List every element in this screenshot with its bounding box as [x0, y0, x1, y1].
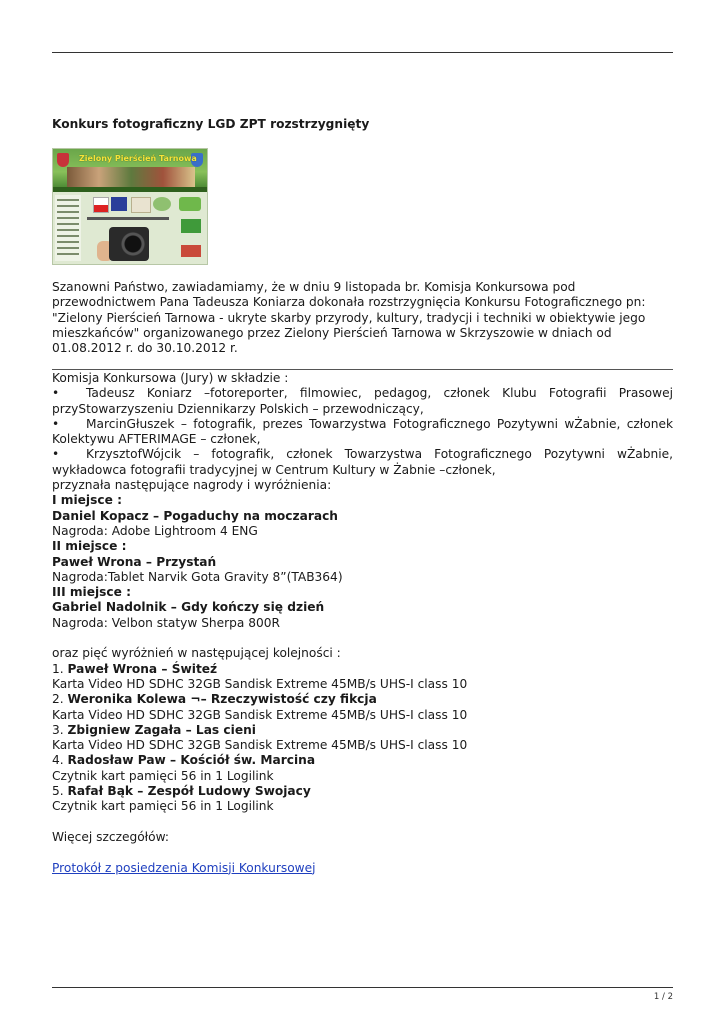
bullet-icon: •	[52, 447, 60, 462]
honorable-entry	[52, 753, 673, 768]
logo-icon	[131, 197, 151, 213]
honorable-prize: Karta Video HD SDHC 32GB Sandisk Extreme 45MB/s UHS-I class 10	[52, 707, 468, 722]
thumbnail-banner-photos	[67, 167, 195, 187]
prize-reward: Nagroda: Velbon statyw Sherpa 800R	[52, 615, 280, 630]
section-rule	[52, 369, 673, 370]
thumbnail-banner-text: Zielony Pierścień Tarnowa	[79, 154, 197, 163]
logo-icon	[153, 197, 171, 211]
honorable-number: 2.	[52, 692, 68, 707]
jury-member-text: KrzysztofWójcik – fotografik, członek Towarzystwa Fotograficznego Pozytywni wŻabnie, wykładowca fotografii tradycyjnej w Centrum Kultury w Żabnie –członek,	[52, 447, 673, 477]
honorable-number: 5.	[52, 784, 68, 799]
eu-flag-icon	[111, 197, 127, 211]
bullet-icon: •	[52, 416, 60, 431]
bullet-icon: •	[52, 386, 60, 401]
page-number: 1 / 2	[653, 992, 673, 1002]
honorable-prize: Czytnik kart pamięci 56 in 1 Logilink	[52, 768, 274, 783]
jury-member	[52, 417, 673, 448]
honorable-number: 3.	[52, 722, 68, 737]
thumbnail-headline	[87, 217, 169, 220]
results-section	[52, 371, 673, 876]
honorable-title: Rafał Bąk – Zespół Ludowy Swojacy	[67, 784, 311, 799]
prize-winner: Gabriel Nadolnik – Gdy kończy się dzień	[52, 600, 325, 615]
spacer	[52, 815, 673, 830]
honorable-entry	[52, 662, 673, 677]
honorable-title: Zbigniew Zagała – Las cieni	[67, 722, 256, 737]
intro-paragraph: Szanowni Państwo, zawiadamiamy, że w dniu 9 listopada br. Komisja Konkursowa pod przewodnictwem Pana Tadeusza Koniarza dokonała rozstrzygnięcia Konkursu Fotograficznego pn: "Zielony Pierścień Tarnowa - ukryte skarby przyrody, kultury, tradycji i techniki w obiektywie jego mieszkańców" organizowanego przez Zielony Pierścień Tarnowa w Skrzyszowie w dniach od 01.08.2012 r. do 30.10.2012 r.	[52, 280, 646, 356]
jury-member-text: MarcinGłuszek – fotografik, prezes Towarzystwa Fotograficznego Pozytywni wŻabnie, członek Kolektywu AFTERIMAGE – członek,	[52, 416, 673, 447]
awarded-text: przyznała następujące nagrody i wyróżnienia:	[52, 478, 332, 493]
spacer	[52, 631, 673, 646]
article-thumbnail	[52, 148, 208, 265]
prize-reward: Nagroda:Tablet Narvik Gota Gravity 8”(TAB364)	[52, 569, 343, 584]
page-title: Konkurs fotograficzny LGD ZPT rozstrzygnięty	[52, 117, 370, 131]
jury-heading: Komisja Konkursowa (Jury) w składzie :	[52, 371, 289, 385]
logo-icon	[181, 219, 201, 233]
honorable-title: Radosław Paw – Kościół św. Marcina	[67, 753, 316, 768]
prize-reward: Nagroda: Adobe Lightroom 4 ENG	[52, 523, 258, 538]
honorable-heading: oraz pięć wyróżnień w następującej kolejności :	[52, 646, 341, 661]
honorable-prize: Czytnik kart pamięci 56 in 1 Logilink	[52, 799, 274, 814]
logo-icon	[181, 245, 201, 257]
prize-place: I miejsce :	[52, 493, 122, 508]
honorable-prize: Karta Video HD SDHC 32GB Sandisk Extreme 45MB/s UHS-I class 10	[52, 676, 468, 691]
prize-winner: Daniel Kopacz – Pogaduchy na moczarach	[52, 508, 338, 523]
footer-rule	[52, 987, 673, 988]
prize-place: III miejsce :	[52, 585, 132, 600]
thumbnail-sidebar	[55, 195, 81, 261]
honorable-prize: Karta Video HD SDHC 32GB Sandisk Extreme 45MB/s UHS-I class 10	[52, 738, 468, 753]
protocol-link[interactable]: Protokół z posiedzenia Komisji Konkursowej	[52, 860, 316, 875]
prize-place: II miejsce :	[52, 539, 127, 554]
honorable-number: 1.	[52, 661, 68, 676]
logo-icon	[179, 197, 201, 211]
honorable-entry	[52, 692, 673, 707]
jury-member	[52, 447, 673, 478]
spacer	[52, 845, 673, 860]
crest-icon	[57, 153, 69, 167]
honorable-entry	[52, 723, 673, 738]
camera-image	[109, 227, 149, 261]
header-rule	[52, 52, 673, 53]
more-details-text: Więcej szczegółów:	[52, 829, 169, 844]
poland-flag-icon	[93, 197, 109, 213]
thumbnail-navbar	[53, 187, 207, 192]
honorable-number: 4.	[52, 753, 68, 768]
honorable-entry	[52, 784, 673, 799]
jury-member	[52, 386, 673, 417]
prize-winner: Paweł Wrona – Przystań	[52, 554, 217, 569]
honorable-title: Weronika Kolewa ¬– Rzeczywistość czy fikcja	[67, 692, 377, 707]
honorable-title: Paweł Wrona – Świteź	[67, 661, 218, 676]
jury-member-text: Tadeusz Koniarz –fotoreporter, filmowiec, pedagog, członek Klubu Fotografii Prasowej przyStowarzyszeniu Dziennikarzy Polskich – przewodniczący,	[52, 386, 673, 416]
